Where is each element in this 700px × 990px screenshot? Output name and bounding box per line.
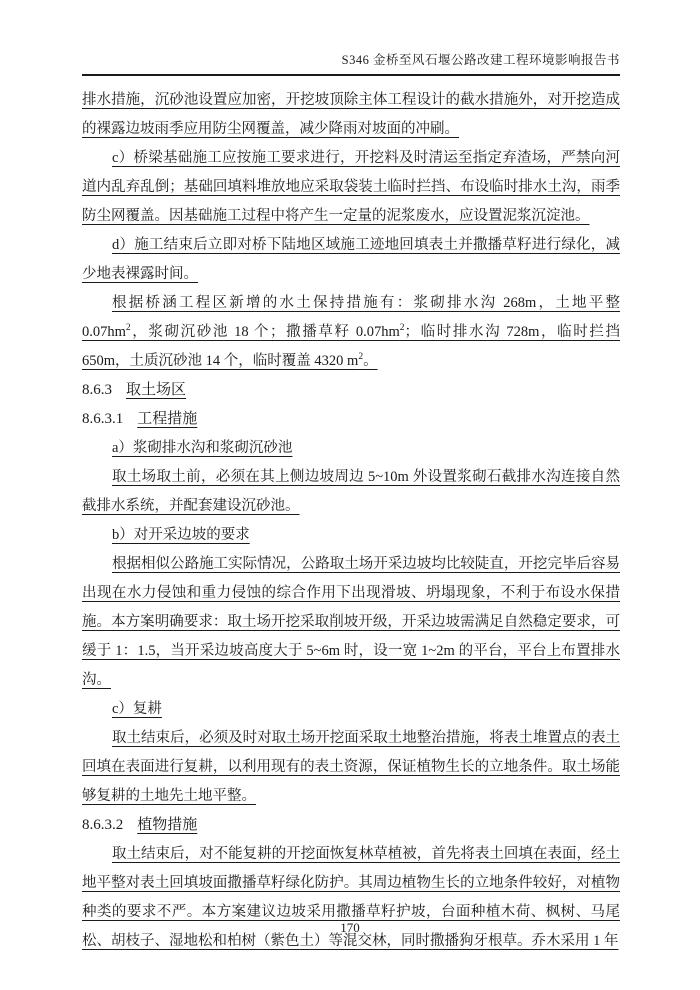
paragraph xyxy=(82,695,620,724)
paragraph-text: 取土结束后，对不能复耕的开挖面恢复林草植被，首先将表土回填在表面，经土地平整对表土回填坡面撒播草籽绿化防护。其周边植物生长的立地条件较好，对植物种类的要求不严。本方案建议边坡采用撒播草籽护坡，台面种植木荷、枫树、马尾松、胡枝子、湿地松和柏树（紫色土）等混交林，同时撒播狗牙根草。乔木采用 1 年 xyxy=(82,846,620,949)
paragraph xyxy=(82,289,620,376)
heading-title: 工程措施 xyxy=(137,411,198,427)
paragraph-text: b）对开采边坡的要求 xyxy=(112,527,250,543)
paragraph-text: 取土结束后，必须及时对取土场开挖面采取土地整治措施，将表土堆置点的表土回填在表面进行复耕，以利用现有的表土资源，保证植物生长的立地条件。取土场能够复耕的土地先土地平整。 xyxy=(82,730,620,804)
paragraph xyxy=(82,463,620,521)
superscript: 2 xyxy=(399,323,405,334)
paragraph-text: 根据桥涵工程区新增的水土保持措施有：浆砌排水沟 268m，土地平整 $0.07hm^2$，浆砌沉砂池 18 个；撒播草籽 $0.07hm^2$；临时排水沟 728m，临时拦挡 650m，土质沉砂池 14 个，临时覆盖 4320 $m^2$。 xyxy=(82,295,621,369)
paragraph-text: 根据相似公路施工实际情况，公路取土场开采边坡均比较陡直，开挖完毕后容易出现在水力侵蚀和重力侵蚀的综合作用下出现滑坡、坍塌现象，不利于布设水保措施。本方案明确要求：取土场开挖采取削坡开级，开采边坡需满足自然稳定要求，可缓于 1：1.5，当开采边坡高度大于 5~6m 时，设一宽 1~2m 的平台，平台上布置排水沟。 xyxy=(82,556,620,688)
heading-number: 8.6.3 xyxy=(82,382,112,398)
paragraph-text: a）浆砌排水沟和浆砌沉砂池 xyxy=(112,440,293,456)
page-footer xyxy=(0,920,700,936)
page-number: 170 xyxy=(340,920,360,935)
section-heading xyxy=(82,376,620,405)
document-body xyxy=(82,86,620,956)
paragraph xyxy=(82,521,620,550)
paragraph xyxy=(82,144,620,231)
paragraph-text: 取土场取土前，必须在其上侧边坡周边 5~10m 外设置浆砌石截排水沟连接自然截排水系统，并配套建设沉砂池。 xyxy=(82,469,620,514)
superscript: 2 xyxy=(358,352,364,363)
heading-title: 植物措施 xyxy=(137,817,198,833)
paragraph xyxy=(82,840,620,956)
header-divider xyxy=(82,74,620,76)
superscript: 2 xyxy=(125,323,131,334)
paragraph-text: 排水措施，沉砂池设置应加密，开挖坡顶除主体工程设计的截水措施外，对开挖造成的裸露边坡雨季应用防尘网覆盖，减少降雨对坡面的冲刷。 xyxy=(82,92,620,137)
heading-number: 8.6.3.2 xyxy=(82,817,124,833)
page-header xyxy=(82,52,620,76)
paragraph-text: c）复耕 xyxy=(112,701,162,717)
paragraph xyxy=(82,86,620,144)
header-title: S346 金桥至风石堰公路改建工程环境影响报告书 xyxy=(341,53,620,67)
paragraph xyxy=(82,434,620,463)
paragraph xyxy=(82,550,620,695)
heading-number: 8.6.3.1 xyxy=(82,411,124,427)
paragraph xyxy=(82,231,620,289)
section-heading xyxy=(82,405,620,434)
section-heading xyxy=(82,811,620,840)
paragraph xyxy=(82,724,620,811)
paragraph-text: d）施工结束后立即对桥下陆地区域施工迹地回填表土并撒播草籽进行绿化，减少地表裸露时间。 xyxy=(82,237,620,282)
heading-title: 取土场区 xyxy=(126,382,187,398)
paragraph-text: c）桥梁基础施工应按施工要求进行，开挖料及时清运至指定弃渣场，严禁向河道内乱弃乱倒；基础回填料堆放地应采取袋装土临时拦挡、布设临时排水土沟，雨季防尘网覆盖。因基础施工过程中将产生一定量的泥浆废水，应设置泥浆沉淀池。 xyxy=(82,150,620,224)
